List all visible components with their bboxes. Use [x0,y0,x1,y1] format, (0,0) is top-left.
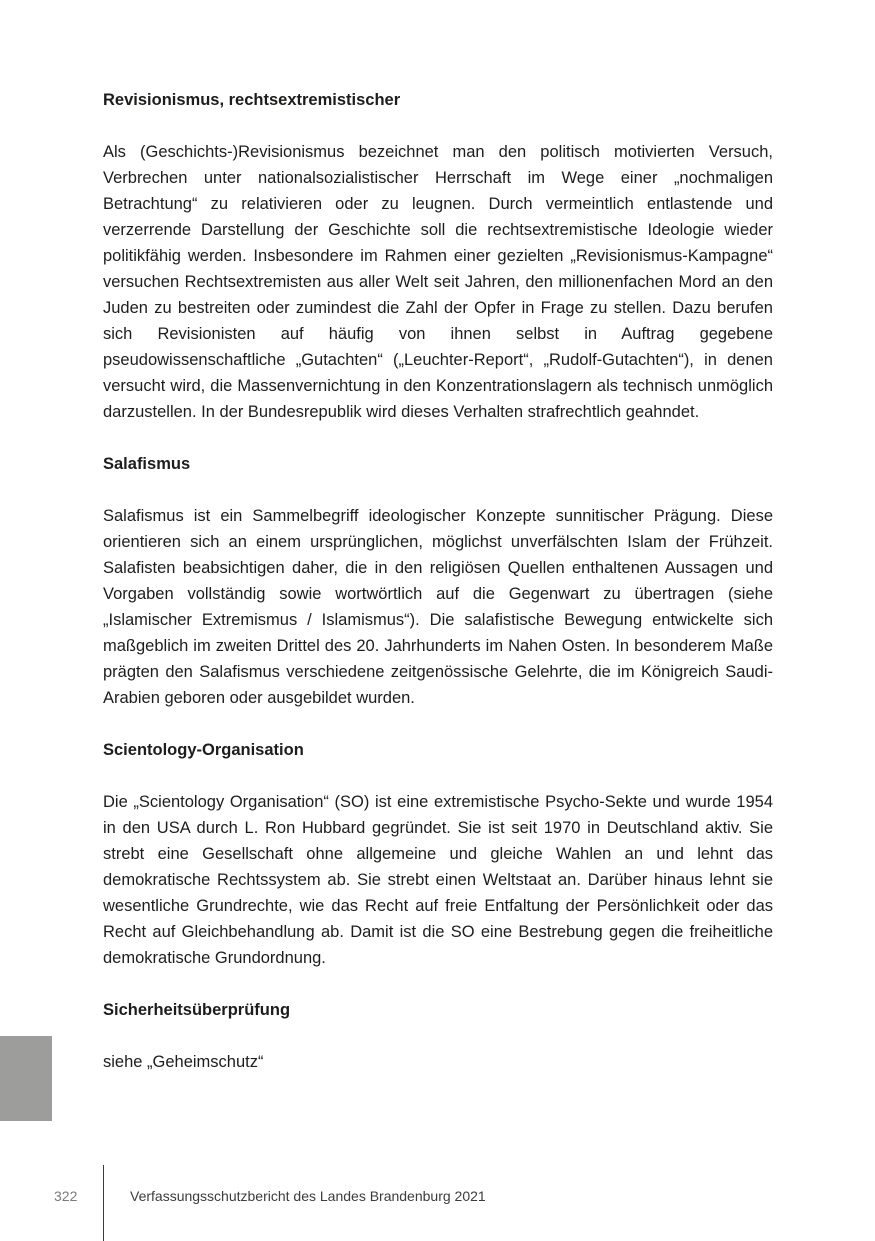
entry-salafismus [103,451,773,711]
chapter-thumb-tab [0,1036,52,1121]
entry-sicherheitsueberpruefung [103,997,773,1075]
entry-body: Als (Geschichts-)Revisionismus bezeichnet man den politisch motivierten Versuch, Verbrechen unter nationalsozialistischer Herrschaft im Wege einer „nochmaligen Betrachtung“ zu relativieren oder zu leugnen. Durch vermeintlich entlastende und verzerrende Darstellung der Geschichte soll die rechtsextremistische Ideologie wieder politikfähig werden. Insbesondere im Rahmen einer gezielten „Revisionismus-Kampagne“ versuchen Rechtsextremisten aus aller Welt seit Jahren, den millionenfachen Mord an den Juden zu bestreiten oder zumindest die Zahl der Opfer in Frage zu stellen. Dazu berufen sich Revisionisten auf häufig von ihnen selbst in Auftrag gegebene pseudowissenschaftliche „Gutachten“ („Leuchter-Report“, „Rudolf-Gutachten“), in denen versucht wird, die Massenvernichtung in den Konzentrationslagern als technisch unmöglich darzustellen. In der Bundesrepublik wird dieses Verhalten strafrechtlich geahndet. [103,143,773,421]
entry-revisionismus [103,87,773,425]
entry-heading: Scientology-Organisation [103,741,304,759]
entry-body: siehe „Geheimschutz“ [103,1053,264,1071]
entry-body: Die „Scientology Organisation“ (SO) ist eine extremistische Psycho-Sekte und wurde 1954 in den USA durch L. Ron Hubbard gegründet. Sie ist seit 1970 in Deutschland aktiv. Sie strebt eine Gesellschaft ohne allgemeine und gleiche Wahlen an und lehnt das demokratische Rechtssystem ab. Sie strebt einen Weltstaat an. Darüber hinaus lehnt sie wesentliche Grundrechte, wie das Recht auf freie Entfaltung der Persönlichkeit oder das Recht auf Gleichbehandlung ab. Damit ist die SO eine Bestrebung gegen die freiheitliche demokratische Grundordnung. [103,793,773,967]
entry-scientology [103,737,773,971]
footer-title: Verfassungsschutzbericht des Landes Brandenburg 2021 [130,1188,486,1204]
footer-divider [103,1165,104,1241]
entry-heading: Sicherheitsüberprüfung [103,1001,291,1019]
glossary-content [103,87,773,1101]
entry-body: Salafismus ist ein Sammelbegriff ideologischer Konzepte sunnitischer Prägung. Diese orientieren sich an einem ursprünglichen, möglichst unverfälschten Islam der Frühzeit. Salafisten beabsichtigen daher, die in den religiösen Quellen enthaltenen Aussagen und Vorgaben vollständig sowie wortwörtlich auf die Gegenwart zu übertragen (siehe „Islamischer Extremismus / Islamismus“). Die salafistische Bewegung entwickelte sich maßgeblich im zweiten Drittel des 20. Jahrhunderts im Nahen Osten. In besonderem Maße prägten den Salafismus verschiedene zeitgenössische Gelehrte, die im Königreich Saudi-Arabien geboren oder ausgebildet wurden. [103,507,773,707]
entry-heading: Salafismus [103,455,191,473]
entry-heading: Revisionismus, rechtsextremistischer [103,91,401,109]
page-number: 322 [54,1188,78,1204]
